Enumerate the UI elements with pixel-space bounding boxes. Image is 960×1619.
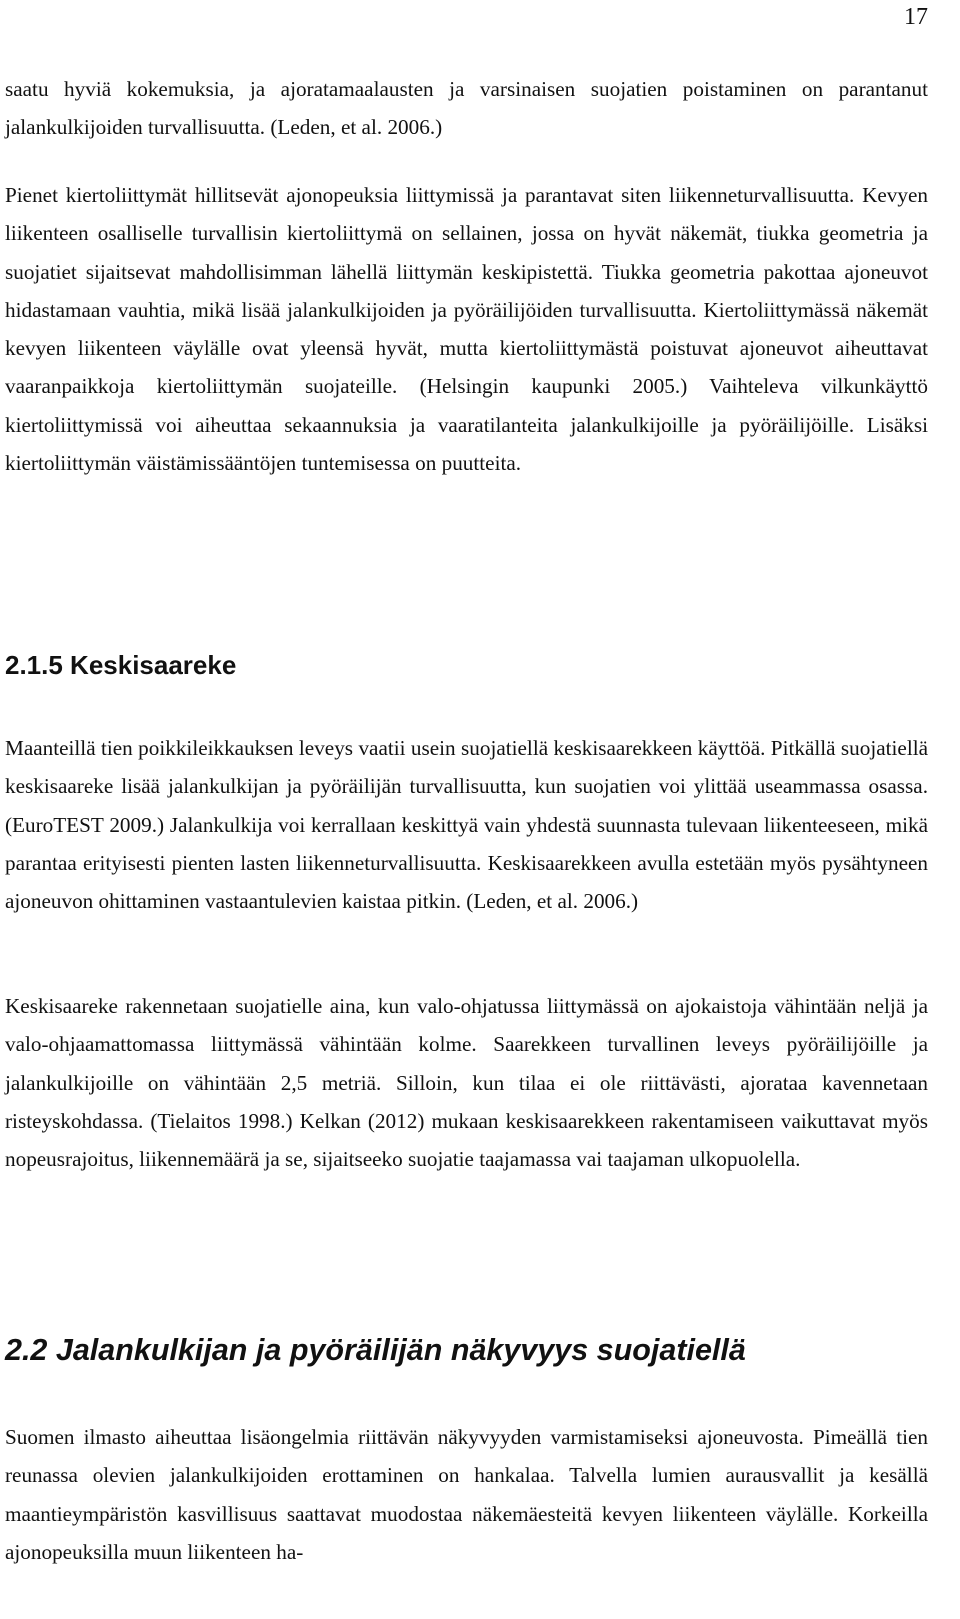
paragraph: Suomen ilmasto aiheuttaa lisäongelmia riittävän näkyvyyden varmistamiseksi ajoneuvosta. Pimeällä tien reunassa olevien jalankulkijoiden erottaminen on hankalaa. Talvella lumien aurausvallit ja kesällä maantieympäristön kasvillisuus saattavat muodostaa näkemäesteitä kevyen liikenteen väylälle. Korkeilla ajonopeuksilla muun liikenteen ha- <box>5 1425 928 1564</box>
paragraph: Keskisaareke rakennetaan suojatielle aina, kun valo-ohjatussa liittymässä on ajokaistoja vähintään neljä ja valo-ohjaamattomassa liittymässä vähintään kolme. Saarekkeen turvallinen leveys pyöräilijöille ja jalankulkijoille on vähintään 2,5 metriä. Silloin, kun tilaa ei ole riittävästi, ajorataa kavennetaan risteyskohdassa. (Tielaitos 1998.) Kelkan (2012) mukaan keskisaarekkeen rakentamiseen vaikuttavat myös nopeusrajoitus, liikennemäärä ja se, sijaitseeko suojatie taajamassa vai taajaman ulkopuolella. <box>5 994 928 1172</box>
chapter-heading: 2.2 Jalankulkijan ja pyöräilijän näkyvyys suojatiellä <box>5 1333 746 1367</box>
paragraph: saatu hyviä kokemuksia, ja ajoratamaalausten ja varsinaisen suojatien poistaminen on parantanut jalankulkijoiden turvallisuutta. (Leden, et al. 2006.) <box>5 77 928 140</box>
section-heading: 2.1.5 Keskisaareke <box>5 650 237 680</box>
paragraph: Pienet kiertoliittymät hillitsevät ajonopeuksia liittymissä ja parantavat siten liikenneturvallisuutta. Kevyen liikenteen osalliselle turvallisin kiertoliittymä on sellainen, jossa on hyvät näkemät, tiukka geometria ja suojatiet sijaitsevat mahdollisimman lähellä liittymän keskipistettä. Tiukka geometria pakottaa ajoneuvot hidastamaan vauhtia, mikä lisää jalankulkijoiden ja pyöräilijöiden turvallisuutta. Kiertoliittymässä näkemät kevyen liikenteen väylälle ovat yleensä hyvät, mutta kiertoliittymästä poistuvat ajoneuvot aiheuttavat vaaranpaikkoja kiertoliittymän suojateille. (Helsingin kaupunki 2005.) Vaihteleva vilkunkäyttö kiertoliittymissä voi aiheuttaa sekaannuksia ja vaaratilanteita jalankulkijoille ja pyöräilijöille. Lisäksi kiertoliittymän väistämissääntöjen tuntemisessa on puutteita. <box>5 183 928 476</box>
paragraph: Maanteillä tien poikkileikkauksen leveys vaatii usein suojatiellä keskisaarekkeen käyttöä. Pitkällä suojatiellä keskisaareke lisää jalankulkijan ja pyöräilijän turvallisuutta, kun suojatien voi ylittää useammassa osassa. (EuroTEST 2009.) Jalankulkija voi kerrallaan keskittyä vain yhdestä suunnasta tulevaan liikenteeseen, mikä parantaa erityisesti pienten lasten liikenneturvallisuutta. Keskisaarekkeen avulla estetään myös pysähtyneen ajoneuvon ohittaminen vastaantulevien kaistaa pitkin. (Leden, et al. 2006.) <box>5 736 928 914</box>
page-number: 17 <box>904 4 928 30</box>
